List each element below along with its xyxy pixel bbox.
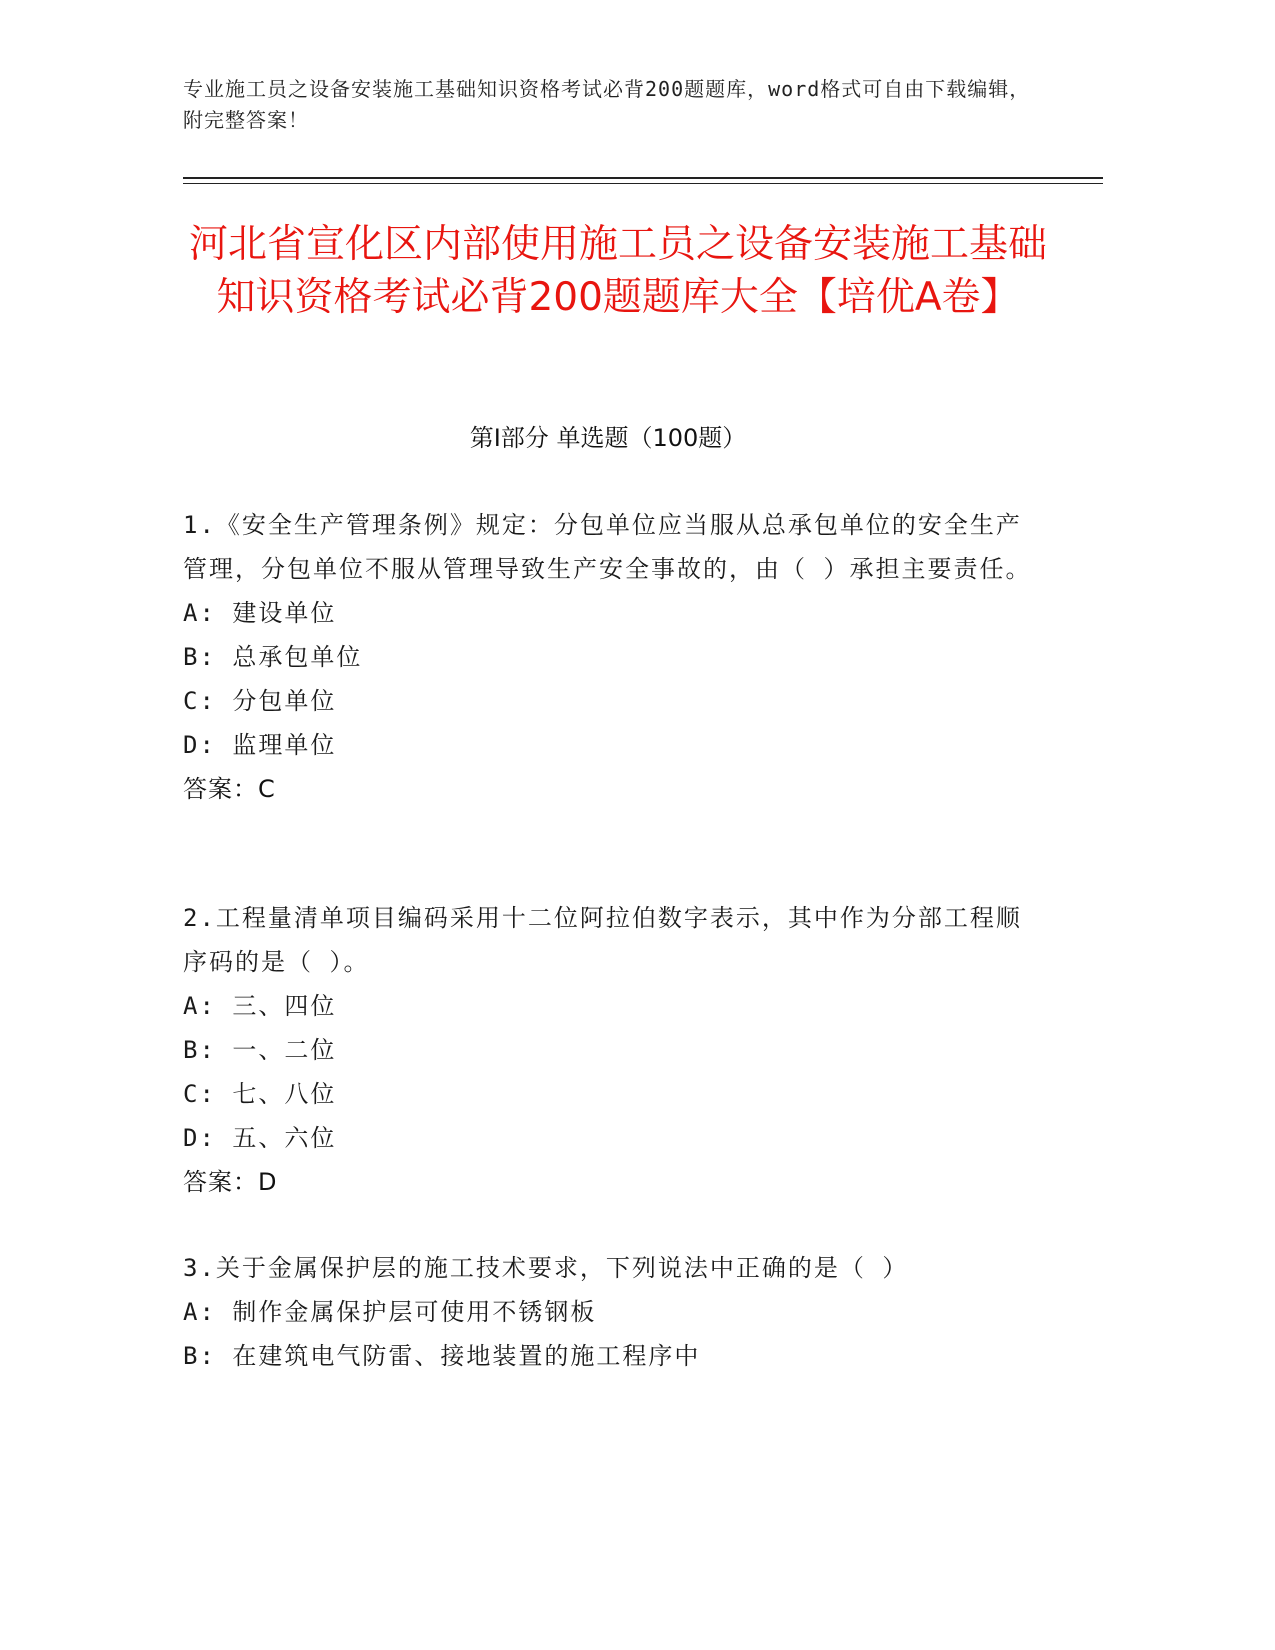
answer: 答案：D (183, 1168, 278, 1196)
question-1 (183, 503, 1033, 811)
header-divider-thin (183, 183, 1103, 184)
question-stem: 2.工程量清单项目编码采用十二位阿拉伯数字表示，其中作为分部工程顺序码的是（ ）。 (183, 904, 1022, 976)
option-d: D: 监理单位 (183, 731, 337, 759)
option-a: A: 制作金属保护层可使用不锈钢板 (183, 1298, 597, 1326)
option-a: A: 三、四位 (183, 992, 337, 1020)
option-b: B: 在建筑电气防雷、接地装置的施工程序中 (183, 1342, 701, 1370)
question-2 (183, 896, 1033, 1204)
option-c: C: 分包单位 (183, 687, 337, 715)
option-b: B: 一、二位 (183, 1036, 337, 1064)
header-divider-thick (183, 177, 1103, 179)
option-b: B: 总承包单位 (183, 643, 363, 671)
option-a: A: 建设单位 (183, 599, 337, 627)
option-d: D: 五、六位 (183, 1124, 337, 1152)
header-note: 专业施工员之设备安装施工基础知识资格考试必背200题题库，word格式可自由下载编辑，附完整答案！ (183, 77, 1031, 132)
section-heading: 第I部分 单选题（100题） (469, 424, 747, 452)
question-stem: 3.关于金属保护层的施工技术要求，下列说法中正确的是（ ） (183, 1254, 909, 1282)
question-3 (183, 1246, 1033, 1378)
document-title: 河北省宣化区内部使用施工员之设备安装施工基础知识资格考试必背200题题库大全【培优A卷】 (188, 222, 1047, 320)
answer: 答案：C (183, 775, 276, 803)
question-stem: 1.《安全生产管理条例》规定：分包单位应当服从总承包单位的安全生产管理，分包单位不服从管理导致生产安全事故的，由（ ）承担主要责任。 (183, 511, 1032, 583)
option-c: C: 七、八位 (183, 1080, 337, 1108)
